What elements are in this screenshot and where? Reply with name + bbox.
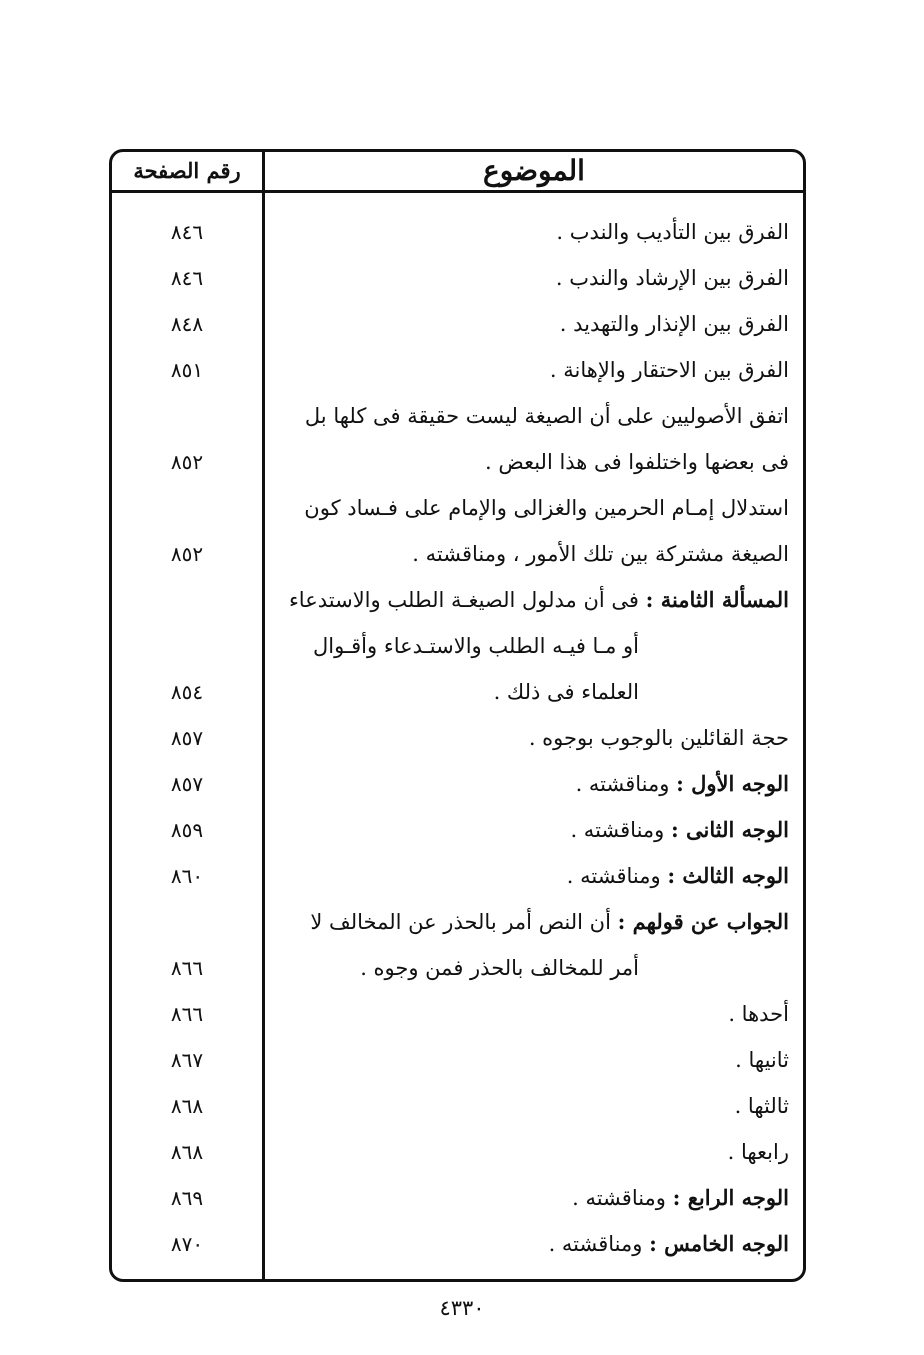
- topic-line: [275, 669, 789, 715]
- table-row: [112, 1083, 803, 1129]
- topic-line: [275, 899, 789, 945]
- table-row: [112, 1221, 803, 1267]
- table-row: [112, 255, 803, 301]
- topic-entry: [275, 1221, 789, 1267]
- page-number: ٨٥٤: [170, 680, 204, 704]
- topic-heading: الوجه الثالث :: [667, 863, 789, 888]
- topic-line: [275, 1037, 789, 1083]
- topic-line: [275, 531, 789, 577]
- table-row: [112, 577, 803, 715]
- topic-entry: [275, 761, 789, 807]
- topic-text: ومناقشته .: [572, 1186, 673, 1210]
- topic-entry: [275, 853, 789, 899]
- topic-entry: [275, 1083, 789, 1129]
- topic-text: أو مـا فيـه الطلب والاستـدعاء وأقـوال: [313, 634, 639, 658]
- topic-line: [275, 807, 789, 853]
- page-number: ٨٦٦: [170, 956, 204, 980]
- topic-text: رابعها .: [727, 1140, 789, 1164]
- table-row: [112, 715, 803, 761]
- table-row: [112, 899, 803, 991]
- topic-text: الفرق بين الاحتقار والإهانة .: [549, 358, 789, 382]
- table-row: [112, 1175, 803, 1221]
- topic-line: [275, 991, 789, 1037]
- topic-line: [275, 761, 789, 807]
- topic-line: [275, 1175, 789, 1221]
- topic-entry: [275, 991, 789, 1037]
- topic-line: [275, 255, 789, 301]
- topic-text: فى بعضها واختلفوا فى هذا البعض .: [485, 450, 789, 474]
- topic-line: [275, 439, 789, 485]
- topic-text: اتفق الأصوليين على أن الصيغة ليست حقيقة فى كلها بل: [304, 404, 789, 428]
- topic-line: [275, 715, 789, 761]
- topic-entry: [275, 1175, 789, 1221]
- topic-entry: [275, 1037, 789, 1083]
- topic-text: ومناقشته .: [548, 1232, 650, 1256]
- topic-text: العلماء فى ذلك .: [493, 680, 639, 704]
- topic-text: ثالثها .: [734, 1094, 789, 1118]
- topic-text: استدلال إمـام الحرمين والغزالى والإمام على فـساد كون: [304, 496, 789, 520]
- topic-heading: الجواب عن قولهم :: [617, 909, 789, 934]
- topic-text: ومناقشته .: [566, 864, 668, 888]
- page-number-footer: ٤٣٣٠: [439, 1296, 485, 1320]
- page-number: ٨٥٢: [170, 542, 204, 566]
- topic-text: ومناقشته .: [575, 772, 677, 796]
- table-row: [112, 1129, 803, 1175]
- topic-heading: الوجه الثانى :: [670, 817, 789, 842]
- topic-entry: [275, 577, 789, 715]
- topic-line: [275, 577, 789, 623]
- topic-heading: الوجه الخامس :: [649, 1231, 789, 1256]
- topic-line: [275, 485, 789, 531]
- topic-text: الفرق بين الإنذار والتهديد .: [559, 312, 789, 336]
- table-row: [112, 301, 803, 347]
- topic-line: [275, 1083, 789, 1129]
- page-number: ٨٦٠: [170, 864, 204, 888]
- topic-text: ثانيها .: [735, 1048, 789, 1072]
- table-row: [112, 485, 803, 577]
- table-row: [112, 1037, 803, 1083]
- topic-entry: [275, 899, 789, 991]
- page-number: ٨٦٧: [170, 1048, 204, 1072]
- page-number: ٨٦٨: [170, 1094, 204, 1118]
- index-rows: [112, 209, 803, 1267]
- page-number: ٨٥٩: [170, 818, 204, 842]
- table-row: [112, 853, 803, 899]
- topic-column-header: الموضوع: [483, 154, 585, 187]
- table-row: [112, 761, 803, 807]
- topic-text: أحدها .: [728, 1002, 789, 1026]
- table-row: [112, 393, 803, 485]
- topic-text: الصيغة مشتركة بين تلك الأمور ، ومناقشته .: [412, 542, 789, 566]
- topic-line: [275, 623, 789, 669]
- topic-entry: [275, 301, 789, 347]
- topic-entry: [275, 347, 789, 393]
- page-number: ٨٧٠: [170, 1232, 204, 1256]
- page-number: ٨٤٦: [170, 266, 204, 290]
- topic-text: الفرق بين التأديب والندب .: [556, 220, 789, 244]
- topic-entry: [275, 715, 789, 761]
- index-table: [109, 149, 806, 1282]
- topic-text: الفرق بين الإرشاد والندب .: [555, 266, 789, 290]
- topic-entry: [275, 209, 789, 255]
- topic-line: [275, 853, 789, 899]
- page-number: ٨٦٨: [170, 1140, 204, 1164]
- topic-text: فى أن مدلول الصيغـة الطلب والاستدعاء: [288, 588, 646, 612]
- topic-text: حجة القائلين بالوجوب بوجوه .: [528, 726, 789, 750]
- topic-text: ومناقشته .: [570, 818, 671, 842]
- page-number-column-header: رقم الصفحة: [133, 158, 241, 183]
- table-row: [112, 209, 803, 255]
- topic-heading: المسألة الثامنة :: [645, 587, 789, 612]
- topic-line: [275, 209, 789, 255]
- topic-line: [275, 301, 789, 347]
- page-number: ٨٦٩: [170, 1186, 204, 1210]
- topic-heading: الوجه الأول :: [676, 771, 789, 796]
- table-row: [112, 807, 803, 853]
- page-number: ٨٥١: [170, 358, 204, 382]
- topic-entry: [275, 255, 789, 301]
- page-number: ٨٤٨: [170, 312, 204, 336]
- table-row: [112, 347, 803, 393]
- page-number: ٨٦٦: [170, 1002, 204, 1026]
- topic-line: [275, 1221, 789, 1267]
- table-row: [112, 991, 803, 1037]
- topic-line: [275, 347, 789, 393]
- topic-entry: [275, 807, 789, 853]
- topic-entry: [275, 1129, 789, 1175]
- header-divider: [112, 190, 803, 193]
- topic-text: أمر للمخالف بالحذر فمن وجوه .: [360, 956, 639, 980]
- topic-heading: الوجه الرابع :: [672, 1185, 789, 1210]
- topic-line: [275, 1129, 789, 1175]
- page-number: ٨٤٦: [170, 220, 204, 244]
- page-number: ٨٥٧: [170, 726, 204, 750]
- page-number: ٨٥٢: [170, 450, 204, 474]
- topic-line: [275, 393, 789, 439]
- topic-text: أن النص أمر بالحذر عن المخالف لا: [310, 910, 618, 934]
- topic-line: [275, 945, 789, 991]
- topic-entry: [275, 485, 789, 577]
- page-number: ٨٥٧: [170, 772, 204, 796]
- topic-entry: [275, 393, 789, 485]
